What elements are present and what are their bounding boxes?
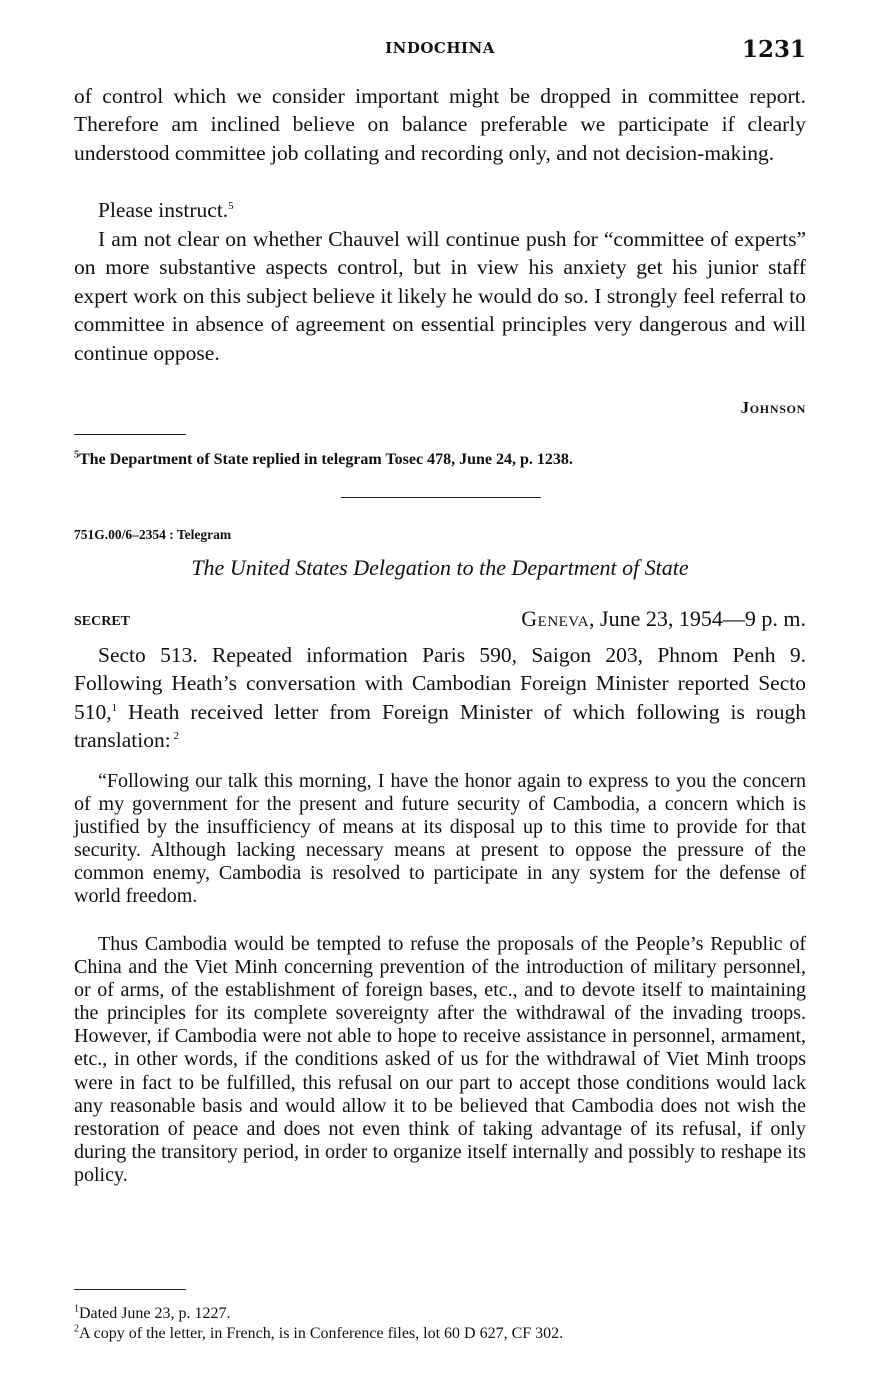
dateline-date: , June 23, 1954—9 p. m.	[589, 606, 806, 631]
footnote-ref-2: 2	[170, 730, 179, 743]
intro-text-a: Secto 513. Repeated information Paris 590, Saigon 203, Phnom Penh 9. Following Heath’s conversation with Cambodian Foreign Minister reported Secto 510,	[74, 643, 806, 724]
continuation-paragraph: of control which we consider important might be dropped in committee report. Therefore am inclined believe on balance preferable we participate if clearly understood committee job collating and recording only, and not decision-making.	[74, 84, 806, 165]
footnote-marker: 1	[74, 1303, 79, 1315]
dateline	[521, 606, 806, 632]
please-instruct-text: Please instruct.	[98, 198, 229, 222]
classification-label: SECRET	[74, 614, 131, 629]
letter-paragraph-2: Thus Cambodia would be tempted to refuse the proposals of the People’s Republic of China and the Viet Minh concerning prevention of the introduction of military personnel, or of arms, of the establishment of foreign bases, etc., and to devote itself to maintaining the principles for its complete sovereignty after the withdrawal of the invading troops. However, if Cambodia were not able to hope to receive assistance in personnel, armament, etc., in other words, if the conditions asked of us for the withdrawal of Viet Minh troops were in fact to be fulfilled, this refusal on our part to accept those conditions would lack any reasonable basis and would allow it to be believed that Cambodia does not wish the restoration of peace and does not even think of taking advantage of its refusal, if only during the transitory period, in order to organize itself internally and possibly to reshape its policy.	[74, 933, 806, 1186]
footnote-ref-5: 5	[228, 199, 234, 212]
letter-paragraph-1: “Following our talk this morning, I have the honor again to express to you the concern of my government for the present and future security of Cambodia, a concern which is justified by the insufficiency of means at its disposal up to this time to provide for that security. Although lacking necessary means at present to oppose the pressure of the common enemy, Cambodia is resolved to participate in any system for the defense of world freedom.	[74, 770, 806, 908]
footnote-text: Dated June 23, p. 1227.	[79, 1305, 231, 1322]
running-head: INDOCHINA	[385, 39, 495, 57]
section-divider	[341, 497, 541, 498]
dateline-place: Geneva	[521, 606, 590, 631]
footnote-5	[74, 450, 806, 470]
bottom-footnote-separator	[74, 1289, 186, 1290]
chauvel-paragraph: I am not clear on whether Chauvel will continue push for “committee of experts” on more substantive aspects control, but in view his anxiety get his junior staff expert work on this subject believe it likely he would do so. I strongly feel referral to committee in absence of agreement on essential principles very dangerous and will continue oppose.	[74, 227, 806, 365]
page-header	[74, 36, 806, 66]
please-instruct-paragraph	[74, 196, 806, 224]
footnote-1	[74, 1304, 806, 1324]
footnote-marker: 5	[74, 449, 79, 461]
telegram-intro-paragraph	[74, 641, 806, 755]
footnote-ref-1: 1	[111, 701, 118, 714]
signature: Johnson	[740, 398, 806, 417]
footnote-2	[74, 1324, 806, 1344]
page-number: 1231	[741, 36, 806, 63]
document-title: The United States Delegation to the Department of State	[191, 555, 689, 580]
footnote-separator	[74, 434, 186, 435]
footnote-text: The Department of State replied in telegram Tosec 478, June 24, p. 1238.	[79, 451, 573, 468]
document-reference: 751G.00/6–2354 : Telegram	[74, 527, 232, 542]
intro-text-b: Heath received letter from Foreign Minister of which following is rough translation:	[74, 699, 806, 753]
footnote-marker: 2	[74, 1323, 79, 1335]
footnote-text: A copy of the letter, in French, is in Conference files, lot 60 D 627, CF 302.	[79, 1325, 564, 1342]
